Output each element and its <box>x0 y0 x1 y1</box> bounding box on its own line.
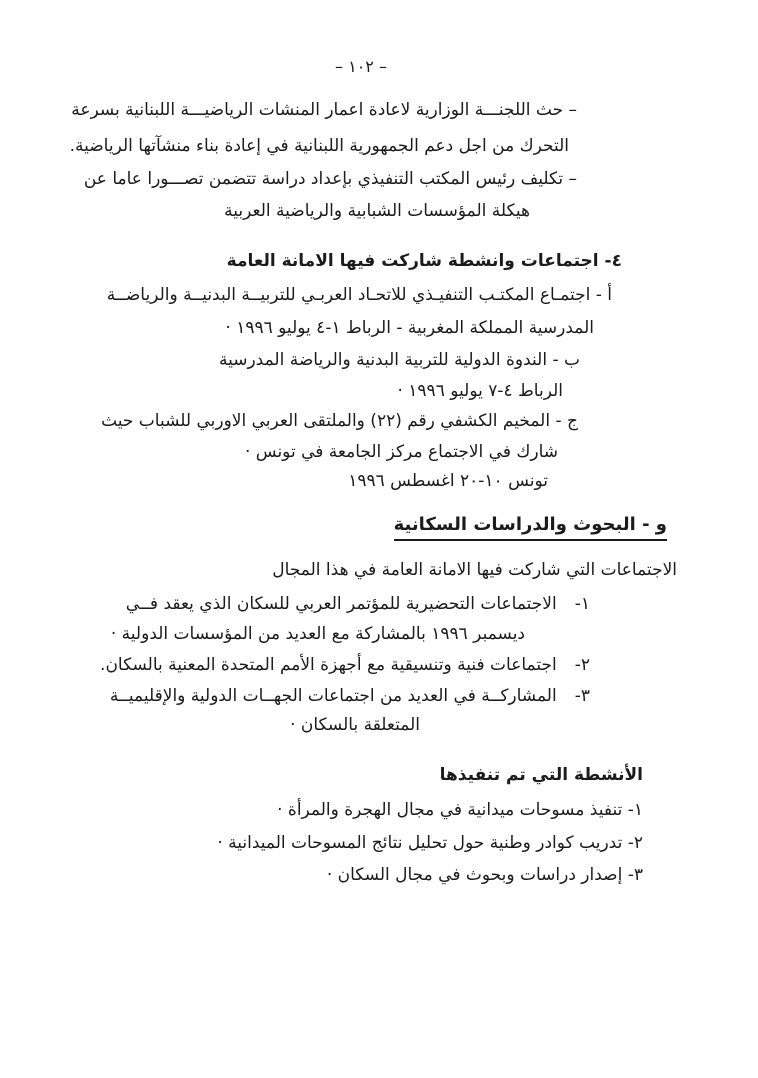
research-item-2-text: اجتماعات فنية وتنسيقية مع أجهزة الأمم المتحدة المعنية بالسكان. <box>100 655 557 675</box>
activity-item-1: ١- تنفيذ مسوحات ميدانية في مجال الهجرة والمرأة · <box>277 800 643 820</box>
section4-item-b-line-1: ب - الندوة الدولية للتربية البدنية والرياضة المدرسية <box>218 350 580 370</box>
section4-item-b-line-2: الرباط ٤-٧ يوليو ١٩٩٦ · <box>397 381 563 401</box>
resolution-bullet-2-line-2: هيكلة المؤسسات الشبابية والرياضية العربية <box>224 201 530 221</box>
research-item-1-marker: ١- <box>574 594 590 614</box>
research-item-3 <box>110 685 590 707</box>
resolution-bullet-2-line-1: – تكليف رئيس المكتب التنفيذي بإعداد دراسة تتضمن تصـــورا عاما عن <box>83 169 577 189</box>
section4-heading: ٤- اجتماعات وانشطة شاركت فيها الامانة العامة <box>226 251 622 271</box>
research-item-1-line-2: ديسمبر ١٩٩٦ بالمشاركة مع العديد من المؤسسات الدولية · <box>110 624 525 644</box>
section4-item-c-line-2: شارك في الاجتماع مركز الجامعة في تونس · <box>244 442 558 462</box>
activities-heading: الأنشطة التي تم تنفيذها <box>439 765 643 785</box>
page-number: – ١٠٢ – <box>335 57 387 76</box>
section4-item-a-line-2: المدرسية المملكة المغربية - الرباط ١-٤ يوليو ١٩٩٦ · <box>225 318 594 338</box>
section4-item-c-line-3: تونس ١٠-٢٠ اغسطس ١٩٩٦ <box>348 471 548 491</box>
research-item-1-text: الاجتماعات التحضيرية للمؤتمر العربي للسكان الذي يعقد فــي <box>125 594 557 614</box>
research-section-intro: الاجتماعات التي شاركت فيها الامانة العامة في هذا المجال <box>272 560 677 580</box>
research-item-2-marker: ٢- <box>574 655 590 675</box>
resolution-bullet-1-line-1: – حث اللجنـــة الوزارية لاعادة اعمار المنشات الرياضيـــة اللبنانية بسرعة <box>71 100 577 120</box>
research-item-3-marker: ٣- <box>574 686 590 706</box>
research-item-3-text: المشاركــة في العديد من اجتماعات الجهــات الدولية والإقليميــة <box>109 686 557 706</box>
section4-item-a-line-1: أ - اجتمـاع المكتـب التنفيـذي للاتحـاد العربـي للتربيــة البدنيــة والرياضــة <box>106 285 612 305</box>
activity-item-3: ٣- إصدار دراسات وبحوث في مجال السكان · <box>326 865 643 885</box>
section4-item-c-line-1: ج - المخيم الكشفي رقم (٢٢) والملتقى العربي الاوربي للشباب حيث <box>101 411 578 431</box>
research-item-1 <box>126 593 590 615</box>
research-item-2 <box>100 654 590 676</box>
research-item-3-line-2: المتعلقة بالسكان · <box>290 715 420 735</box>
activity-item-2: ٢- تدريب كوادر وطنية حول تحليل نتائج المسوحات الميدانية · <box>217 833 643 853</box>
resolution-bullet-1-line-2: التحرك من اجل دعم الجمهورية اللبنانية في إعادة بناء منشآتها الرياضية. <box>69 136 569 156</box>
research-section-heading: و - البحوث والدراسات السكانية <box>394 514 667 541</box>
